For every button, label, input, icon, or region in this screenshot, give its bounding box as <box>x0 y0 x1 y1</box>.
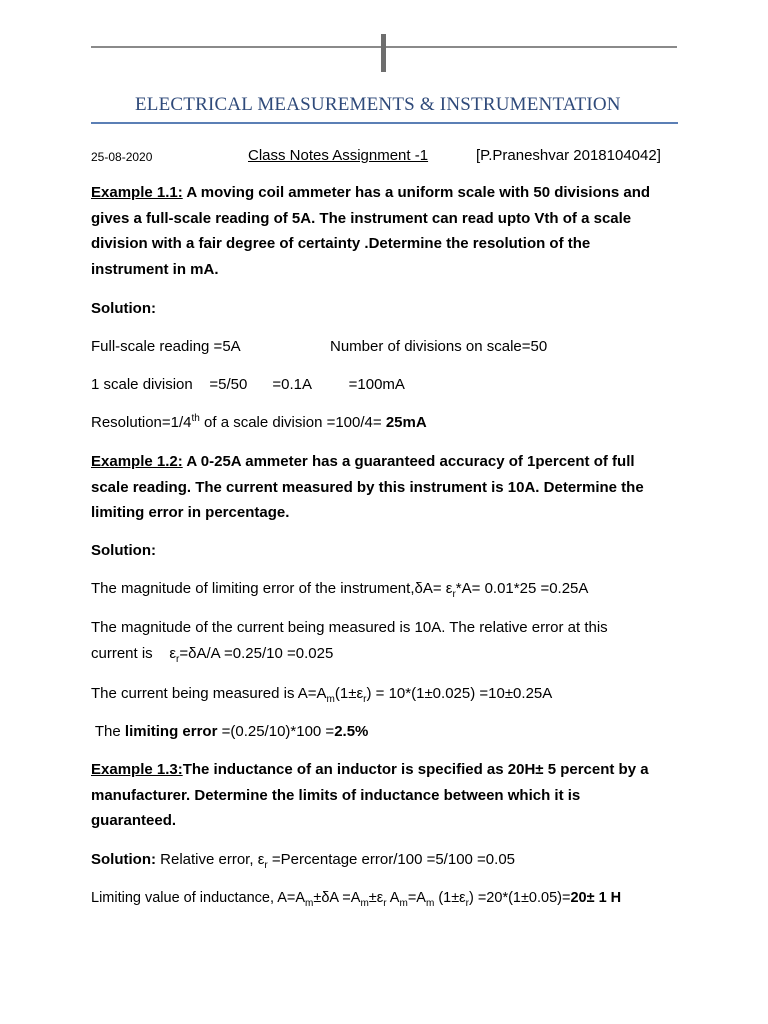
text-run: r <box>363 694 367 705</box>
solution-line <box>91 886 691 912</box>
solution-heading: Solution: <box>91 542 156 559</box>
example-label: Example 1.1: <box>91 184 183 201</box>
author-text: [P.Praneshvar 2018104042] <box>476 147 661 164</box>
text-run: r <box>383 897 387 909</box>
text-run: r <box>264 860 268 871</box>
page-title: ELECTRICAL MEASUREMENTS & INSTRUMENTATION <box>135 94 621 115</box>
question-text: The inductance of an inductor is specified as 20H± 5 percent by a <box>182 761 649 778</box>
answer-text: 25mA <box>385 414 427 431</box>
solution-line <box>91 681 691 707</box>
solution-line <box>91 410 691 436</box>
text-run: ±δA =A <box>313 890 361 906</box>
text-run: Resolution=1/4 <box>91 414 192 431</box>
text-run: The <box>91 723 125 740</box>
text-run: The magnitude of limiting error of the instrument,δA= ε <box>91 580 453 597</box>
question-text: division with a fair degree of certainty .Determine the resolution of the <box>91 235 591 252</box>
divisions-text: Number of divisions on scale=50 <box>330 338 548 355</box>
text-run: (1±ε <box>334 685 364 702</box>
text-run: r <box>465 897 469 909</box>
text-run: Relative error, ε <box>155 851 265 868</box>
text-run: m <box>305 897 314 909</box>
text-run: ) = 10*(1±0.025) =10±0.25A <box>366 685 553 702</box>
question-text: A 0-25A ammeter has a guaranteed accuracy of 1percent of full <box>182 453 635 470</box>
full-scale-text: Full-scale reading =5A <box>91 338 241 355</box>
text-run: =Percentage error/100 =5/100 =0.05 <box>267 851 515 868</box>
example-1-2 <box>91 449 691 526</box>
text-run: A <box>386 890 400 906</box>
answer-text: 2.5% <box>334 723 369 740</box>
text-run: limiting error <box>124 723 218 740</box>
text-run: =(0.25/10)*100 = <box>217 723 335 740</box>
text-run: Limiting value of inductance, A=A <box>91 890 306 906</box>
title-underline <box>91 122 678 124</box>
solution-line <box>91 847 691 873</box>
assignment-title: Class Notes Assignment -1 <box>248 147 429 164</box>
date-text: 25-08-2020 <box>91 150 153 164</box>
text-run: (1±ε <box>434 890 466 906</box>
solution-heading: Solution: <box>91 851 156 868</box>
question-text: instrument in mA. <box>91 260 219 278</box>
solution-line <box>91 641 691 667</box>
text-run: *A= 0.01*25 =0.25A <box>455 580 589 597</box>
text-run: m <box>360 897 369 909</box>
text-run: m <box>326 694 335 705</box>
solution-line: The magnitude of the current being measured is 10A. The relative error at this <box>91 619 608 636</box>
text-run: th <box>191 413 200 424</box>
text-run: of a scale division =100/4= <box>199 414 386 431</box>
text-run: =δA/A =0.25/10 =0.025 <box>179 645 334 662</box>
text-run: current is ε <box>91 645 177 662</box>
text-run: ) =20*(1±0.05)= <box>468 890 571 906</box>
example-label: Example 1.2: <box>91 453 183 470</box>
text-run: m <box>399 897 408 909</box>
text-run: r <box>176 654 180 665</box>
text-run: The current being measured is A=A <box>91 685 327 702</box>
answer-text: 20± 1 H <box>570 890 622 906</box>
solution-line: 1 scale division =5/50 =0.1A =100mA <box>91 376 405 393</box>
example-1-3 <box>91 757 691 834</box>
header-tick <box>381 34 386 72</box>
solution-line <box>91 719 691 745</box>
solution-line <box>91 334 691 360</box>
example-label: Example 1.3: <box>91 761 183 778</box>
solution-line <box>91 576 691 602</box>
question-text: gives a full-scale reading of 5A. The instrument can read upto Vth of a scale <box>91 209 632 227</box>
text-run: m <box>425 897 435 909</box>
question-text: A moving coil ammeter has a uniform scale with 50 divisions and <box>182 184 651 201</box>
question-text: guaranteed. <box>91 812 177 829</box>
question-text: limiting error in percentage. <box>91 504 290 521</box>
question-text: manufacturer. Determine the limits of inductance between which it is <box>91 786 581 804</box>
solution-heading: Solution: <box>91 300 156 317</box>
text-run: r <box>452 589 456 600</box>
text-run: =A <box>407 890 426 906</box>
question-text: scale reading. The current measured by this instrument is 10A. Determine the <box>91 478 644 496</box>
example-1-1 <box>91 180 691 282</box>
text-run: ±ε <box>368 890 384 906</box>
